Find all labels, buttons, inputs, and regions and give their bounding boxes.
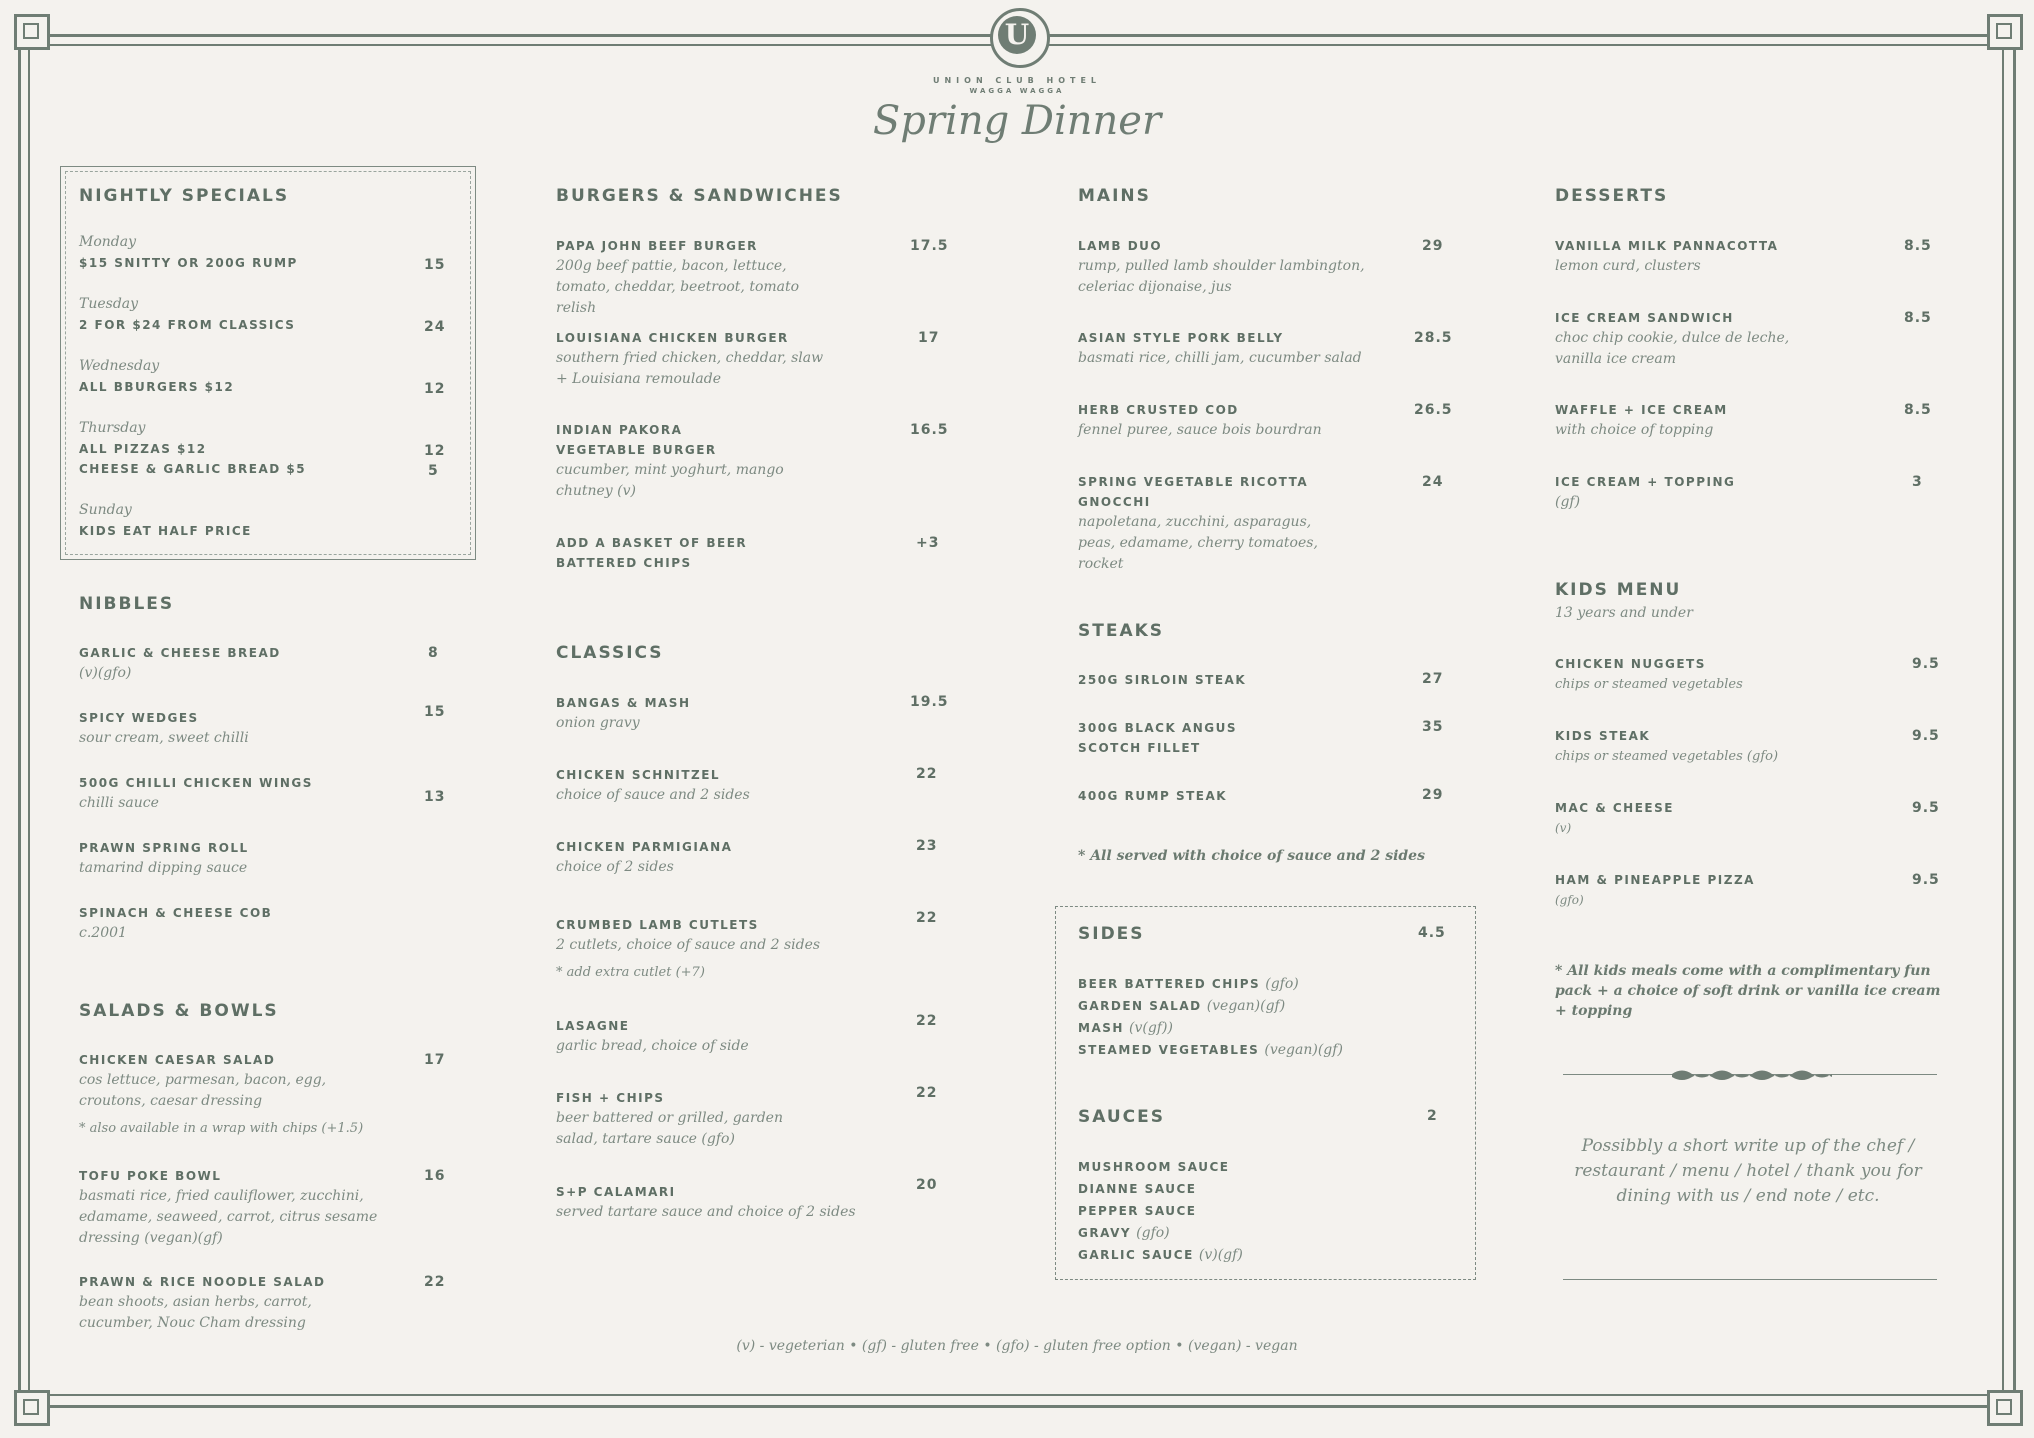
item-price: 8 — [428, 645, 439, 661]
item-price: 20 — [916, 1177, 938, 1193]
steak-item: 400G RUMP STEAK — [1078, 789, 1228, 803]
menu-item: ICE CREAM SANDWICH choc chip cookie, dulce de leche, vanilla ice cream — [1555, 311, 1790, 367]
hotel-logo-icon: U — [990, 8, 1050, 68]
item-price: 22 — [424, 1274, 446, 1290]
section-heading-salads: SALADS & BOWLS — [79, 1001, 279, 1021]
sauces-price: 2 — [1427, 1108, 1438, 1124]
item-price: 17.5 — [910, 238, 949, 254]
item-price: 24 — [1422, 474, 1444, 490]
menu-item: ADD A BASKET OF BEER BATTERED CHIPS — [556, 536, 748, 570]
wave-ornament-icon — [1672, 1067, 1836, 1081]
special-price: 5 — [428, 463, 439, 479]
section-heading-sides: SIDES — [1078, 924, 1145, 944]
item-price: 17 — [918, 330, 940, 346]
section-heading-kids: KIDS MENU — [1555, 580, 1682, 600]
item-price: +3 — [916, 535, 940, 551]
special-price: 12 — [424, 381, 446, 397]
list-item: DIANNE SAUCE — [1078, 1182, 1197, 1196]
menu-item: GARLIC & CHEESE BREAD (v)(gfo) — [79, 646, 281, 681]
item-price: 8.5 — [1904, 238, 1932, 254]
menu-item: BANGAS & MASH onion gravy — [556, 696, 691, 731]
closing-writeup: Possibbly a short write up of the chef / restaurant / menu / hotel / thank you for dining with us / end note / etc. — [1574, 1136, 1922, 1206]
special-price: 12 — [424, 443, 446, 459]
item-price: 19.5 — [910, 694, 949, 710]
item-price: 22 — [916, 910, 938, 926]
item-price: 23 — [916, 838, 938, 854]
menu-item: KIDS STEAK chips or steamed vegetables (gfo) — [1555, 729, 1779, 764]
section-heading-sauces: SAUCES — [1078, 1107, 1166, 1127]
menu-item: CRUMBED LAMB CUTLETS 2 cutlets, choice of sauce and 2 sides * add extra cutlet (+7) — [556, 918, 821, 980]
item-price: 9.5 — [1912, 656, 1940, 672]
menu-item: CHICKEN CAESAR SALAD cos lettuce, parmesan, bacon, egg, croutons, caesar dressing * also available in a wrap with chips (+1.5) — [79, 1053, 364, 1136]
hotel-town: WAGGA WAGGA — [969, 87, 1065, 95]
menu-item: PRAWN SPRING ROLL tamarind dipping sauce — [79, 841, 249, 876]
menu-item: SPRING VEGETABLE RICOTTA GNOCCHI napoletana, zucchini, asparagus, peas, edamame, cherry tomatoes, rocket — [1078, 475, 1318, 572]
menu-item: ICE CREAM + TOPPING (gf) — [1555, 475, 1736, 510]
menu-item: CHICKEN SCHNITZEL choice of sauce and 2 sides — [556, 768, 750, 803]
list-item: MASH (v(gf)) — [1078, 1020, 1173, 1036]
menu-item: SPICY WEDGES sour cream, sweet chilli — [79, 711, 249, 746]
menu-item: HERB CRUSTED COD fennel puree, sauce bois bourdran — [1078, 403, 1322, 438]
item-price: 8.5 — [1904, 402, 1932, 418]
section-heading-burgers: BURGERS & SANDWICHES — [556, 186, 843, 206]
divider — [1563, 1279, 1937, 1280]
list-item: PEPPER SAUCE — [1078, 1204, 1197, 1218]
list-item: GRAVY (gfo) — [1078, 1225, 1170, 1241]
item-price: 27 — [1422, 671, 1444, 687]
special-price: 24 — [424, 319, 446, 335]
item-price: 15 — [424, 704, 446, 720]
steak-item: 300G BLACK ANGUS SCOTCH FILLET — [1078, 721, 1238, 755]
item-price: 16.5 — [910, 422, 949, 438]
steak-item: 250G SIRLOIN STEAK — [1078, 673, 1247, 687]
dietary-legend: (v) - vegeterian • (gf) - gluten free • (gfo) - gluten free option • (vegan) - vegan — [736, 1338, 1298, 1354]
section-heading-specials: NIGHTLY SPECIALS — [79, 186, 290, 206]
item-price: 22 — [916, 766, 938, 782]
menu-item: LASAGNE garlic bread, choice of side — [556, 1019, 749, 1054]
corner-ornament — [14, 14, 50, 50]
list-item: GARDEN SALAD (vegan)(gf) — [1078, 998, 1286, 1014]
special-price: 15 — [424, 257, 446, 273]
section-heading-nibbles: NIBBLES — [79, 594, 175, 614]
item-price: 16 — [424, 1168, 446, 1184]
item-price: 3 — [1912, 474, 1923, 490]
menu-title: Spring Dinner — [872, 98, 1162, 144]
special-day: Monday $15 SNITTY OR 200G RUMP — [79, 232, 449, 273]
item-price: 17 — [424, 1052, 446, 1068]
menu-item: TOFU POKE BOWL basmati rice, fried cauliflower, zucchini, edamame, seaweed, carrot, citrus sesame dressing (vegan)(gf) — [79, 1169, 378, 1246]
menu-item: FISH + CHIPS beer battered or grilled, garden salad, tartare sauce (gfo) — [556, 1091, 783, 1147]
hotel-name: UNION CLUB HOTEL — [932, 76, 1102, 85]
item-price: 35 — [1422, 719, 1444, 735]
menu-item: PRAWN & RICE NOODLE SALAD bean shoots, asian herbs, carrot, cucumber, Nouc Cham dressing — [79, 1275, 326, 1331]
item-price: 22 — [916, 1013, 938, 1029]
menu-item: HAM & PINEAPPLE PIZZA (gfo) — [1555, 873, 1755, 907]
section-heading-steaks: STEAKS — [1078, 621, 1165, 641]
item-price: 22 — [916, 1085, 938, 1101]
menu-item: CHICKEN NUGGETS chips or steamed vegetables — [1555, 657, 1743, 692]
special-name: CHEESE & GARLIC BREAD $5 — [79, 462, 307, 476]
list-item: STEAMED VEGETABLES (vegan)(gf) — [1078, 1042, 1343, 1058]
item-price: 9.5 — [1912, 872, 1940, 888]
corner-ornament — [1987, 1390, 2023, 1426]
special-name: 2 FOR $24 FROM CLASSICS — [79, 318, 296, 332]
list-item: GARLIC SAUCE (v)(gf) — [1078, 1247, 1243, 1263]
special-name: KIDS EAT HALF PRICE — [79, 524, 252, 538]
menu-item: SPINACH & CHEESE COB c.2001 — [79, 906, 273, 941]
item-price: 9.5 — [1912, 728, 1940, 744]
special-day: Wednesday ALL BBURGERS $12 — [79, 356, 449, 397]
menu-item: WAFFLE + ICE CREAM with choice of topping — [1555, 403, 1728, 438]
special-day: Tuesday 2 FOR $24 FROM CLASSICS — [79, 294, 449, 335]
section-heading-classics: CLASSICS — [556, 643, 664, 663]
menu-item: LAMB DUO rump, pulled lamb shoulder lambington, celeriac dijonaise, jus — [1078, 239, 1365, 295]
special-day: Thursday ALL PIZZAS $12 CHEESE & GARLIC BREAD $5 — [79, 418, 449, 479]
menu-item: MAC & CHEESE (v) — [1555, 801, 1674, 835]
item-price: 29 — [1422, 238, 1444, 254]
menu-item: VANILLA MILK PANNACOTTA lemon curd, clusters — [1555, 239, 1779, 274]
sides-list — [1078, 973, 1343, 1061]
menu-item: ASIAN STYLE PORK BELLY basmati rice, chilli jam, cucumber salad — [1078, 331, 1362, 366]
kids-note: * All kids meals come with a complimentary fun pack + a choice of soft drink or vanilla ice cream + topping — [1555, 963, 1941, 1019]
special-name: ALL BBURGERS $12 — [79, 380, 235, 394]
corner-ornament — [14, 1390, 50, 1426]
kids-subheading: 13 years and under — [1555, 605, 1693, 621]
special-name: ALL PIZZAS $12 — [79, 442, 207, 456]
corner-ornament — [1987, 14, 2023, 50]
menu-item: LOUISIANA CHICKEN BURGER southern fried chicken, cheddar, slaw + Louisiana remoulade — [556, 331, 824, 387]
special-name: $15 SNITTY OR 200G RUMP — [79, 256, 298, 270]
item-price: 26.5 — [1414, 402, 1453, 418]
item-price: 8.5 — [1904, 310, 1932, 326]
special-day: Sunday KIDS EAT HALF PRICE — [79, 500, 449, 541]
item-price: 28.5 — [1414, 330, 1453, 346]
item-price: 9.5 — [1912, 800, 1940, 816]
list-item: MUSHROOM SAUCE — [1078, 1160, 1230, 1174]
menu-item: PAPA JOHN BEEF BURGER 200g beef pattie, bacon, lettuce, tomato, cheddar, beetroot, tomato relish — [556, 239, 800, 316]
steaks-note: * All served with choice of sauce and 2 sides — [1078, 848, 1425, 864]
menu-item: 500G CHILLI CHICKEN WINGS chilli sauce — [79, 776, 313, 811]
sides-price: 4.5 — [1418, 925, 1446, 941]
section-heading-mains: MAINS — [1078, 186, 1151, 206]
section-heading-desserts: DESSERTS — [1555, 186, 1669, 206]
item-price: 29 — [1422, 787, 1444, 803]
menu-item: INDIAN PAKORA VEGETABLE BURGER cucumber, mint yoghurt, mango chutney (v) — [556, 423, 784, 499]
item-price: 13 — [424, 789, 446, 805]
menu-item: S+P CALAMARI served tartare sauce and choice of 2 sides — [556, 1185, 856, 1220]
menu-item: CHICKEN PARMIGIANA choice of 2 sides — [556, 840, 733, 875]
sauces-list — [1078, 1156, 1243, 1266]
list-item: BEER BATTERED CHIPS (gfo) — [1078, 976, 1299, 992]
